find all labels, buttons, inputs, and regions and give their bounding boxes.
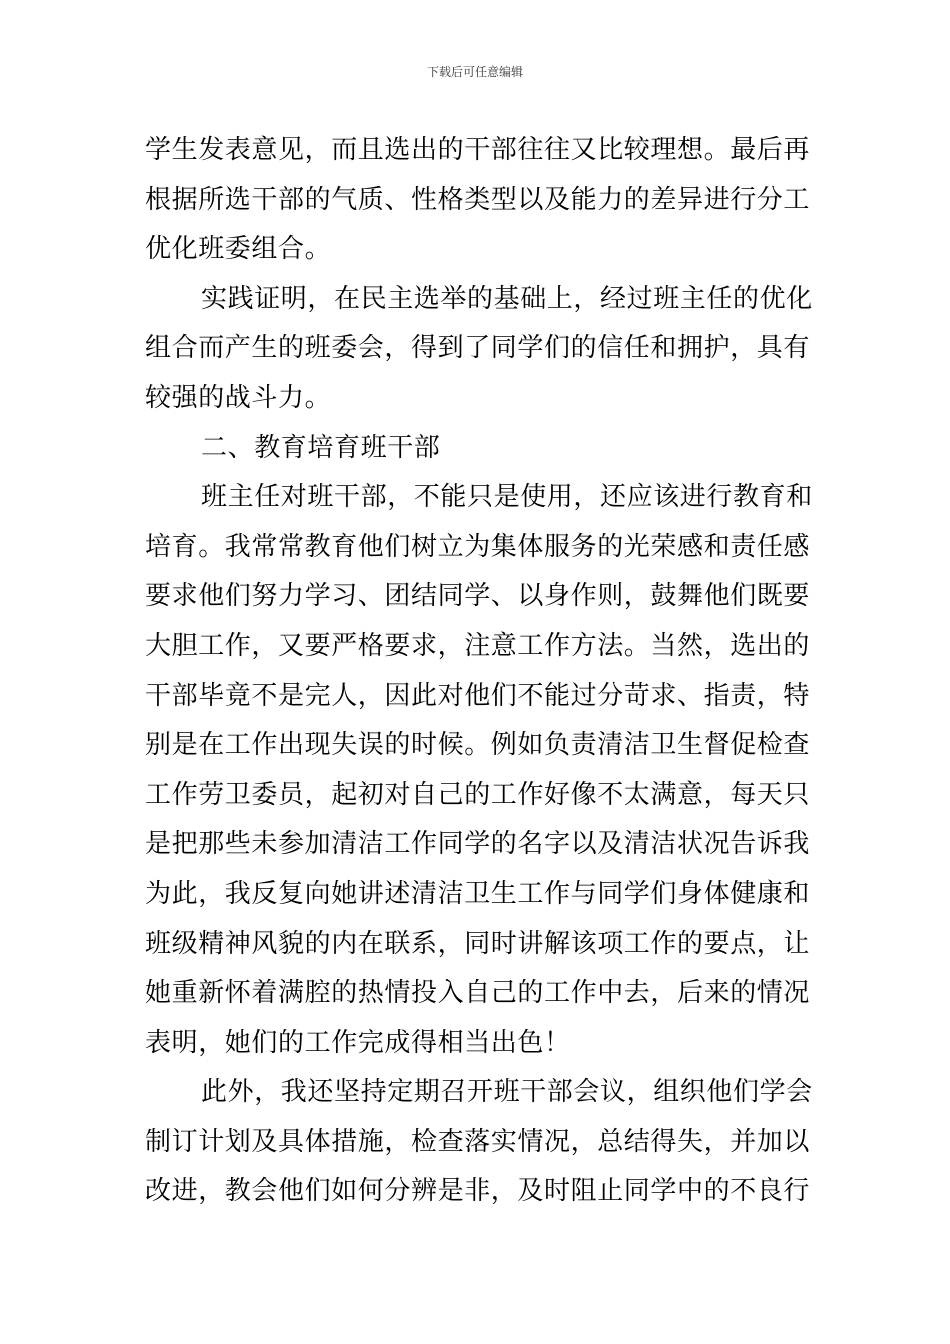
text-line: 班主任对班干部，不能只是使用，还应该进行教育和 bbox=[201, 482, 813, 513]
text-line: 要求他们努力学习、团结同学、以身作则，鼓舞他们既要 bbox=[145, 581, 811, 612]
text-line: 工作劳卫委员，起初对自己的工作好像不太满意，每天只 bbox=[145, 779, 811, 810]
text-line: 表明，她们的工作完成得相当出色！ bbox=[145, 1027, 571, 1058]
text-line: 她重新怀着满腔的热情投入自己的工作中去，后来的情况 bbox=[145, 978, 811, 1009]
text-line: 制订计划及具体措施，检查落实情况，总结得失，并加以 bbox=[145, 1126, 811, 1157]
text-line: 干部毕竟不是完人，因此对他们不能过分苛求、指责，特 bbox=[145, 680, 811, 711]
text-line: 培育。我常常教育他们树立为集体服务的光荣感和责任感 bbox=[145, 531, 811, 562]
text-line: 优化班委组合。 bbox=[145, 234, 332, 265]
document-body bbox=[145, 126, 825, 1217]
text-line: 是把那些未参加清洁工作同学的名字以及清洁状况告诉我 bbox=[145, 829, 811, 860]
text-line: 大胆工作，又要严格要求，注意工作方法。当然，选出的 bbox=[145, 630, 811, 661]
text-line: 二、教育培育班干部 bbox=[201, 432, 441, 463]
text-line: 根据所选干部的气质、性格类型以及能力的差异进行分工 bbox=[145, 184, 811, 215]
text-line: 班级精神风貌的内在联系，同时讲解该项工作的要点，让 bbox=[145, 928, 811, 959]
text-line: 别是在工作出现失误的时候。例如负责清洁卫生督促检查 bbox=[145, 730, 811, 761]
text-line: 改进，教会他们如何分辨是非，及时阻止同学中的不良行 bbox=[145, 1176, 811, 1207]
text-line: 较强的战斗力。 bbox=[145, 382, 332, 413]
text-line: 为此，我反复向她讲述清洁卫生工作与同学们身体健康和 bbox=[145, 878, 811, 909]
text-line: 此外，我还坚持定期召开班干部会议，组织他们学会 bbox=[201, 1077, 813, 1108]
text-line: 实践证明，在民主选举的基础上，经过班主任的优化 bbox=[201, 283, 813, 314]
page-header: 下载后可任意编辑 bbox=[426, 65, 523, 79]
text-line: 组合而产生的班委会，得到了同学们的信任和拥护，具有 bbox=[145, 333, 811, 364]
text-line: 学生发表意见，而且选出的干部往往又比较理想。最后再 bbox=[145, 135, 811, 165]
